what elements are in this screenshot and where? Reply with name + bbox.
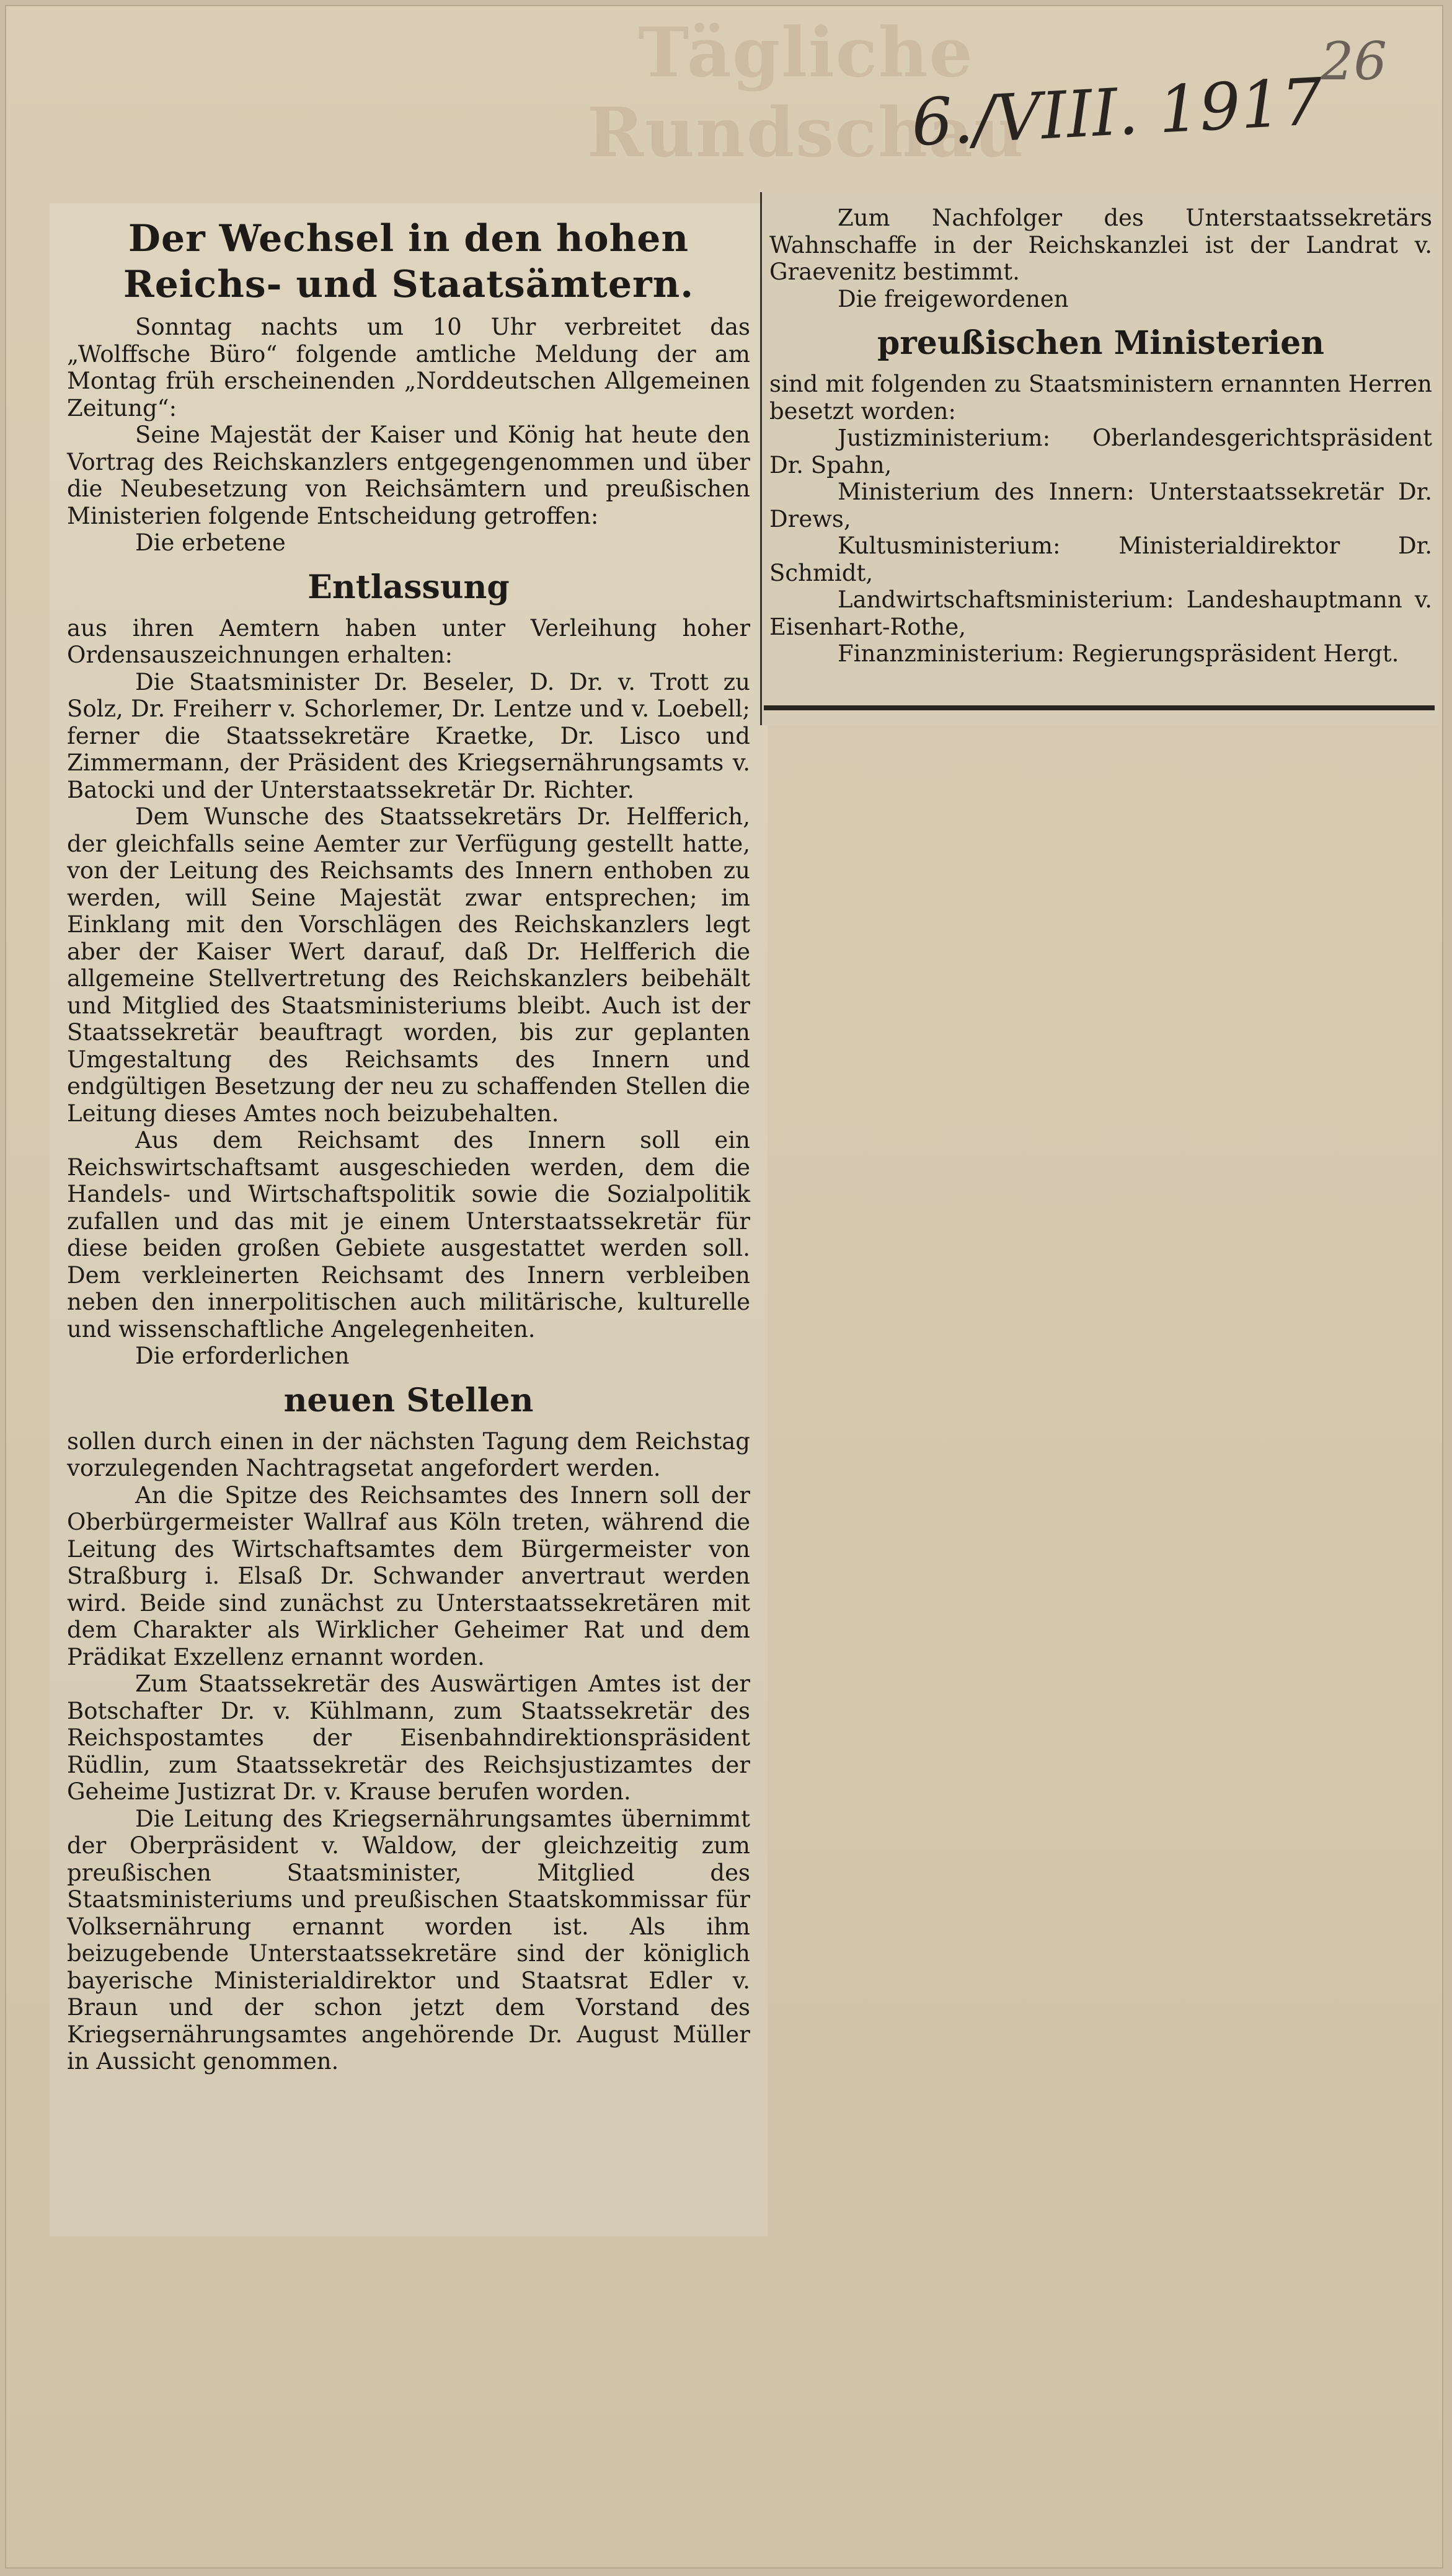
archive-sheet (5, 5, 1443, 2569)
paragraph: Landwirtschaftsministerium: Landeshauptmann v. Eisenhart-Rothe, (769, 586, 1432, 640)
right-column-body (769, 205, 1432, 668)
handwritten-date: 6./VIII. 1917 (910, 63, 1325, 161)
article-headline: Der Wechsel in den hohen Reichs- und Staatsämtern. (123, 217, 694, 306)
section-heading: preußischen Ministerien (877, 324, 1324, 362)
paragraph: sollen durch einen in der nächsten Tagung dem Reichstag vorzulegenden Nachtragsetat angefordert werden. (67, 1427, 750, 1481)
paragraph: aus ihren Aemtern haben unter Verleihung hoher Ordensauszeichnungen erhalten: (67, 614, 750, 668)
paragraph: Dem Wunsche des Staatssekretärs Dr. Helfferich, der gleichfalls seine Aemter zur Verfügung gestellt hatte, von der Leitung des Reichsamts des Innern enthoben zu werden, will Seine Majestät zwar entsprechen; im Einklang mit den Vorschlägen des Reichskanzlers legt aber der Kaiser Wert darauf, daß Dr. Helfferich die allgemeine Stellvertretung des Reichskanzlers beibehält und Mitglied des Staatsministeriums bleibt. Auch ist der Staatssekretär beauftragt worden, bis zur geplanten Umgestaltung des Reichsamts des Innern und endgültigen Besetzung der neu zu schaffenden Stellen die Leitung dieses Amtes noch beizubehalten. (67, 803, 750, 1127)
article-right-column (760, 192, 1440, 725)
section-heading: neuen Stellen (283, 1381, 534, 1419)
paragraph: Seine Majestät der Kaiser und König hat heute den Vortrag des Reichskanzlers entgegengenommen und über die Neubesetzung von Reichsämtern und preußischen Ministerien folgende Entscheidung getroffen: (67, 421, 750, 529)
paragraph: Zum Nachfolger des Unterstaatssekretärs Wahnschaffe in der Reichskanzlei ist der Landrat v. Graevenitz bestimmt. (769, 205, 1432, 285)
section-heading: Entlassung (308, 568, 510, 606)
column-end-rule (764, 705, 1435, 710)
paragraph: Kultusministerium: Ministerialdirektor Dr. Schmidt, (769, 532, 1432, 586)
newspaper-masthead: Tägliche Rundschau (587, 12, 1025, 172)
paragraph: Die erforderlichen (135, 1343, 350, 1369)
paragraph: An die Spitze des Reichsamtes des Innern soll der Oberbürgermeister Wallraf aus Köln treten, während die Leitung des Wirtschaftsamtes dem Bürgermeister von Straßburg i. Elsaß Dr. Schwander anvertraut werden wird. Beide sind zunächst zu Unterstaatssekretären mit dem Charakter als Wirklicher Geheimer Rat und dem Prädikat Exzellenz ernannt worden. (67, 1481, 750, 1670)
paragraph: Zum Staatssekretär des Auswärtigen Amtes ist der Botschafter Dr. v. Kühlmann, zum Staatssekretär des Reichspostamtes der Eisenbahndirektionspräsident Rüdlin, zum Staatssekretär des Reichsjustizamtes der Geheime Justizrat Dr. v. Krause berufen worden. (67, 1670, 750, 1805)
paragraph: Die Staatsminister Dr. Beseler, D. Dr. v. Trott zu Solz, Dr. Freiherr v. Schorlemer, Dr. Lentze und v. Loebell; ferner die Staatssekretäre Kraetke, Dr. Lisco und Zimmermann, der Präsident des Kriegsernährungsamts v. Batocki und der Unterstaatssekretär Dr. Richter. (67, 668, 750, 803)
paragraph: Die Leitung des Kriegsernährungsamtes übernimmt der Oberpräsident v. Waldow, der gleichzeitig zum preußischen Staatsminister, Mitglied des Staatsministeriums und preußischen Staatskommissar für Volksernährung ernannt worden ist. Als ihm beizugebende Unterstaatssekretäre sind der königlich bayerische Ministerialdirektor und Staatsrat Edler v. Braun und der schon jetzt dem Vorstand des Kriegsernährungsamtes angehörende Dr. August Müller in Aussicht genommen. (67, 1805, 750, 2075)
paragraph: Aus dem Reichsamt des Innern soll ein Reichswirtschaftsamt ausgeschieden werden, dem die Handels- und Wirtschaftspolitik sowie die Sozialpolitik zufallen und das mit je einem Unterstaatssekretär für diese beiden großen Gebiete ausgestattet werden soll. Dem verkleinerten Reichsamt des Innern verbleiben neben den innerpolitischen auch militärische, kulturelle und wissenschaftliche Angelegenheiten. (67, 1127, 750, 1343)
paragraph: Die erbetene (135, 529, 286, 556)
paragraph: Die freigewordenen (838, 285, 1069, 312)
page-number: 26 (1321, 31, 1387, 92)
paragraph: sind mit folgenden zu Staatsministern ernannten Herren besetzt worden: (769, 371, 1432, 425)
article-left-column (50, 203, 768, 2236)
paragraph: Ministerium des Innern: Unterstaatssekretär Dr. Drews, (769, 479, 1432, 532)
paragraph: Justizministerium: Oberlandesgerichtspräsident Dr. Spahn, (769, 425, 1432, 479)
left-column-body (67, 314, 750, 2075)
paragraph: Sonntag nachts um 10 Uhr verbreitet das „Wolffsche Büro“ folgende amtliche Meldung der am Montag früh erscheinenden „Norddeutschen Allgemeinen Zeitung“: (67, 314, 750, 421)
paragraph: Finanzministerium: Regierungspräsident Hergt. (838, 640, 1399, 667)
